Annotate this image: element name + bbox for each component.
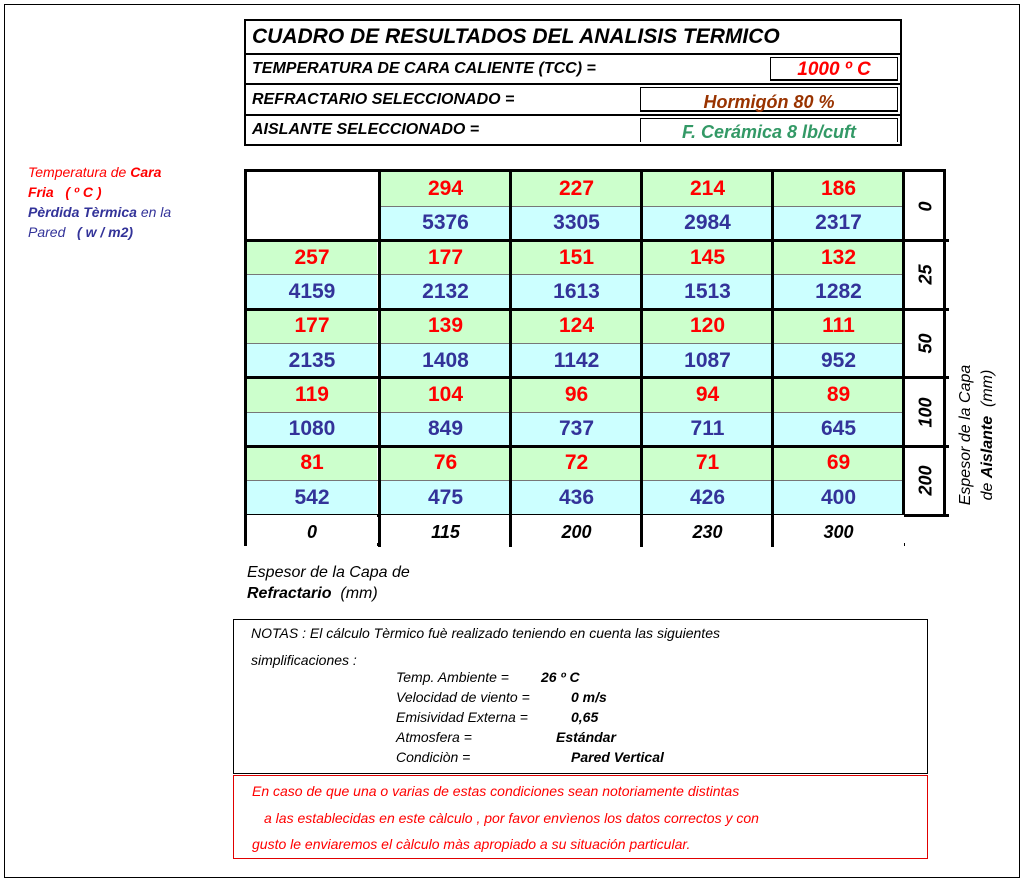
column-divider <box>771 172 774 547</box>
cold-face-temp: 69 <box>773 446 904 480</box>
heat-loss: 3305 <box>511 206 642 240</box>
legend-temp-unit: ( º C ) <box>65 184 102 200</box>
heat-loss: 1513 <box>642 275 773 309</box>
heat-loss: 542 <box>247 481 377 515</box>
cold-face-temp: 145 <box>642 241 773 275</box>
note-value: 0 m/s <box>571 689 607 705</box>
heat-loss: 5376 <box>380 206 511 240</box>
insulation-label: AISLANTE SELECCIONADO = <box>252 121 480 138</box>
row-divider <box>247 343 904 344</box>
cold-face-temp: 132 <box>773 241 904 275</box>
legend <box>28 162 218 242</box>
refractory-thickness-label: 230 <box>642 515 773 549</box>
heat-loss: 849 <box>380 412 511 446</box>
heat-loss: 2132 <box>380 275 511 309</box>
tcc-value: 1000 º C <box>770 57 898 81</box>
legend-temp-text: Temperatura de <box>28 164 127 180</box>
row-divider <box>247 412 904 413</box>
cold-face-temp: 139 <box>380 309 511 343</box>
cold-face-temp: 177 <box>247 309 377 343</box>
note-label: Emisividad Externa = <box>396 709 528 725</box>
insulation-row <box>244 114 902 146</box>
cold-face-temp: 120 <box>642 309 773 343</box>
heat-loss: 711 <box>642 412 773 446</box>
legend-loss-unit: ( w / m2) <box>77 224 134 240</box>
legend-loss-text: en la <box>140 204 172 220</box>
blank-cell <box>247 172 377 206</box>
refractory-row <box>244 83 902 114</box>
note-value: 26 º C <box>541 669 580 685</box>
cold-face-temp: 214 <box>642 172 773 206</box>
group-divider <box>247 239 949 242</box>
cold-face-temp: 111 <box>773 309 904 343</box>
insulation-thickness-label: 100 <box>915 397 936 428</box>
column-divider <box>902 172 905 515</box>
notes-intro: NOTAS : El cálculo Tèrmico fuè realizado teniendo en cuenta las siguientes <box>251 625 720 641</box>
cold-face-temp: 94 <box>642 378 773 412</box>
insulation-axis-unit: (mm) <box>979 369 996 407</box>
results-table <box>244 169 946 546</box>
heat-loss: 2135 <box>247 344 377 378</box>
warning-line3: gusto le enviaremos el càlculo màs apropiado a su situación particular. <box>252 836 691 852</box>
sheet-title: CUADRO DE RESULTADOS DEL ANALISIS TERMICO <box>244 19 902 53</box>
column-divider <box>378 172 381 547</box>
heat-loss: 436 <box>511 481 642 515</box>
cold-face-temp: 76 <box>380 446 511 480</box>
notes-intro2: simplificaciones : <box>251 652 357 668</box>
blank-cell <box>247 206 377 240</box>
cold-face-temp: 89 <box>773 378 904 412</box>
insulation-axis-line1: Espesor de la Capa <box>957 364 974 506</box>
column-divider <box>640 172 643 547</box>
cold-face-temp: 257 <box>247 241 377 275</box>
refractory-thickness-label: 115 <box>380 515 511 549</box>
group-divider <box>247 376 949 379</box>
insulation-thickness-label: 200 <box>915 465 936 496</box>
group-divider <box>247 308 949 311</box>
row-divider <box>247 274 904 275</box>
note-label: Atmosfera = <box>396 729 472 745</box>
heat-loss: 737 <box>511 412 642 446</box>
note-label: Temp. Ambiente = <box>396 669 509 685</box>
cold-face-temp: 151 <box>511 241 642 275</box>
heat-loss: 2317 <box>773 206 904 240</box>
table-corner <box>905 517 955 557</box>
warning-box <box>233 775 928 859</box>
legend-temp-strong1: Cara <box>130 164 162 180</box>
note-value: Pared Vertical <box>571 749 664 765</box>
heat-loss: 645 <box>773 412 904 446</box>
legend-loss <box>28 202 218 242</box>
legend-temperature <box>28 162 218 202</box>
heat-loss: 475 <box>380 481 511 515</box>
notes-box <box>233 619 928 774</box>
cold-face-temp: 227 <box>511 172 642 206</box>
tcc-label: TEMPERATURA DE CARA CALIENTE (TCC) = <box>252 60 596 77</box>
heat-loss: 400 <box>773 481 904 515</box>
cold-face-temp: 119 <box>247 378 377 412</box>
warning-line2: a las establecidas en este càlculo , por favor envìenos los datos correctos y con <box>264 810 759 826</box>
legend-loss-strong: Pèrdida Tèrmica <box>28 204 137 220</box>
column-divider <box>509 172 512 547</box>
insulation-axis-strong: Aislante <box>979 415 996 479</box>
insulation-thickness-label: 0 <box>915 201 936 212</box>
cold-face-temp: 72 <box>511 446 642 480</box>
note-label: Condiciòn = <box>396 749 471 765</box>
refractory-thickness-label: 300 <box>773 515 904 549</box>
refractory-axis-unit: (mm) <box>340 585 378 602</box>
heat-loss: 1282 <box>773 275 904 309</box>
cold-face-temp: 104 <box>380 378 511 412</box>
insulation-axis-line2 <box>977 350 999 520</box>
heat-loss: 1142 <box>511 344 642 378</box>
refractory-thickness-label: 0 <box>247 515 377 549</box>
tcc-row <box>244 53 902 83</box>
refractory-label: REFRACTARIO SELECCIONADO = <box>252 91 515 108</box>
note-label: Velocidad de viento = <box>396 689 530 705</box>
cold-face-temp: 177 <box>380 241 511 275</box>
group-divider <box>247 445 949 448</box>
cold-face-temp: 294 <box>380 172 511 206</box>
cold-face-temp: 186 <box>773 172 904 206</box>
legend-temp-strong2: Fria <box>28 184 54 200</box>
cold-face-temp: 71 <box>642 446 773 480</box>
cold-face-temp: 96 <box>511 378 642 412</box>
note-value: Estándar <box>556 729 616 745</box>
heat-loss: 426 <box>642 481 773 515</box>
refractory-axis-label <box>247 562 410 604</box>
heat-loss: 4159 <box>247 275 377 309</box>
legend-loss-text2: Pared <box>28 224 66 240</box>
heat-loss: 1080 <box>247 412 377 446</box>
warning-line1: En caso de que una o varias de estas condiciones sean notoriamente distintas <box>252 783 740 799</box>
heat-loss: 2984 <box>642 206 773 240</box>
refractory-axis-line2 <box>247 583 410 604</box>
cold-face-temp: 81 <box>247 446 377 480</box>
note-value: 0,65 <box>571 709 599 725</box>
insulation-value: F. Cerámica 8 lb/cuft <box>640 118 898 142</box>
cold-face-temp: 124 <box>511 309 642 343</box>
insulation-thickness-label: 25 <box>915 264 936 285</box>
insulation-axis-pre: de <box>979 482 996 501</box>
row-divider <box>247 480 904 481</box>
insulation-thickness-label: 50 <box>915 333 936 354</box>
heat-loss: 1087 <box>642 344 773 378</box>
refractory-value: Hormigón 80 % <box>640 87 898 112</box>
refractory-axis-strong: Refractario <box>247 585 332 602</box>
insulation-axis-label <box>955 350 1011 520</box>
heat-loss: 1613 <box>511 275 642 309</box>
heat-loss: 1408 <box>380 344 511 378</box>
refractory-thickness-label: 200 <box>511 515 642 549</box>
heat-loss: 952 <box>773 344 904 378</box>
refractory-axis-line1: Espesor de la Capa de <box>247 564 410 581</box>
